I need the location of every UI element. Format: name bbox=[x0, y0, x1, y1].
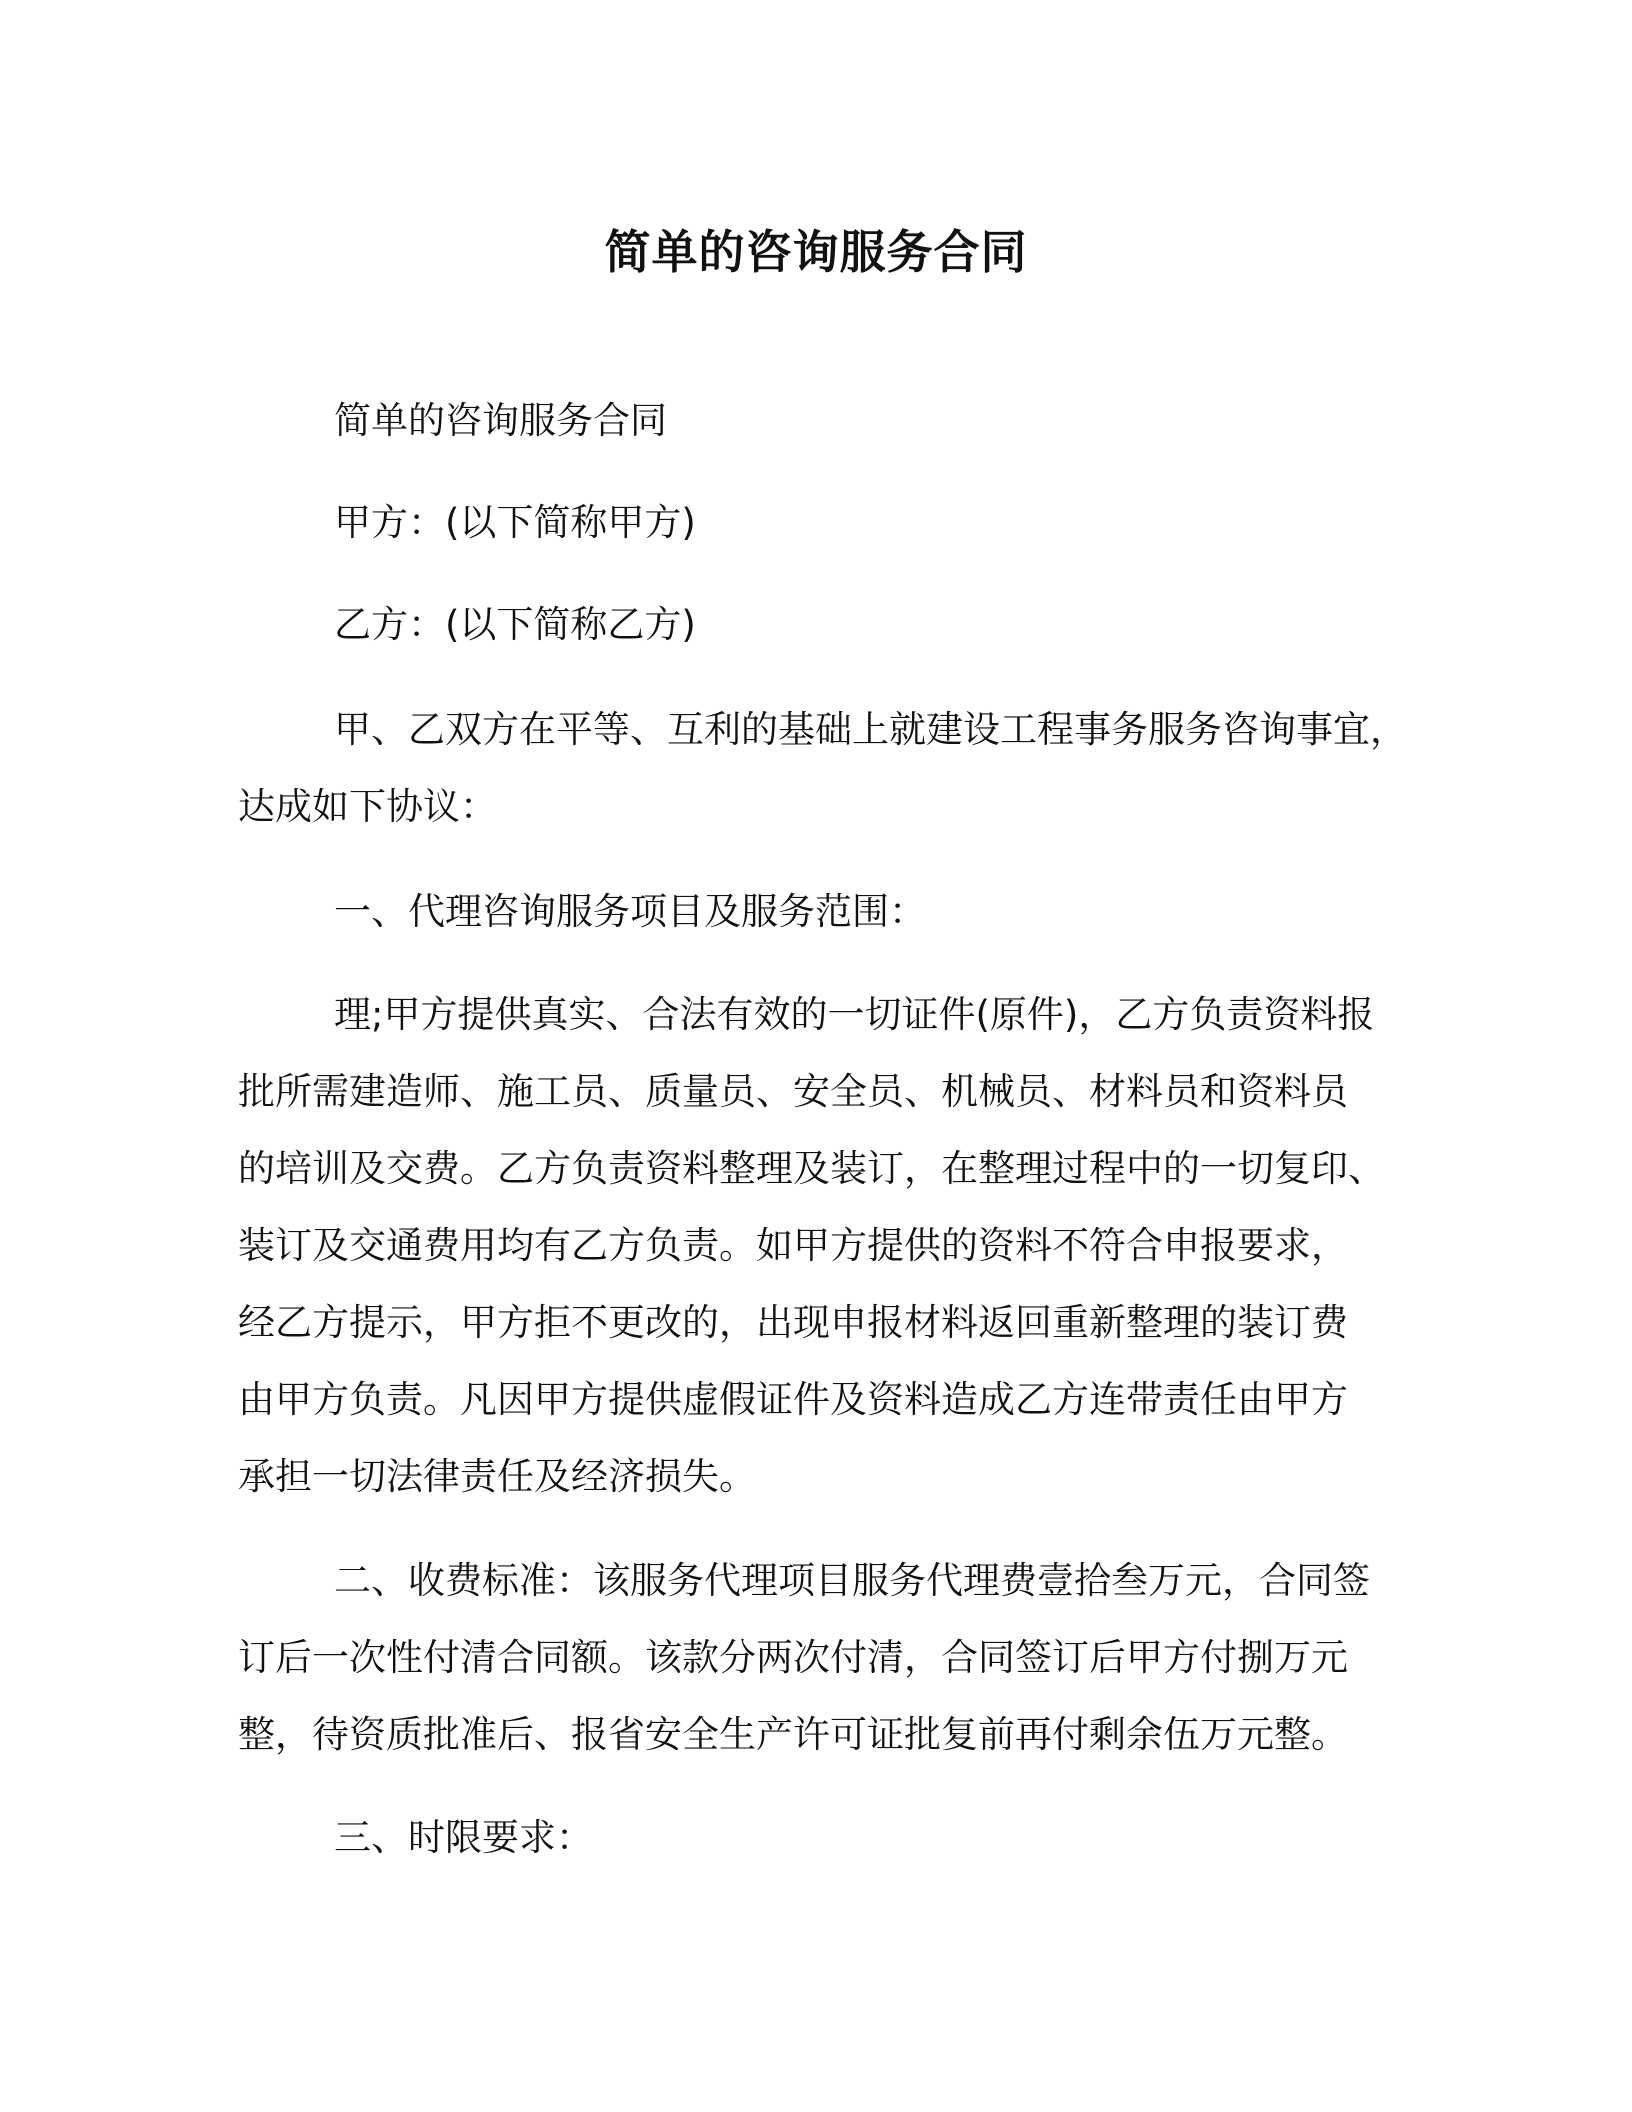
section-1-line: 装订及交通费用均有乙方负责。如甲方提供的资料不符合申报要求， bbox=[238, 1224, 1348, 1267]
section-1-line: 的培训及交费。乙方负责资料整理及装订，在整理过程中的一切复印、 bbox=[238, 1147, 1385, 1190]
intro-line: 达成如下协议： bbox=[238, 785, 497, 828]
section-3-heading: 三、时限要求： bbox=[334, 1816, 593, 1859]
section-1-line: 理;甲方提供真实、合法有效的一切证件(原件)，乙方负责资料报 bbox=[334, 993, 1375, 1036]
section-1-line: 批所需建造师、施工员、质量员、安全员、机械员、材料员和资料员 bbox=[238, 1070, 1348, 1113]
party-a-line: 甲方：(以下简称甲方) bbox=[334, 501, 696, 544]
section-2-line: 整，待资质批准后、报省安全生产许可证批复前再付剩余伍万元整。 bbox=[238, 1713, 1348, 1756]
section-1-line: 经乙方提示，甲方拒不更改的，出现申报材料返回重新整理的装订费 bbox=[238, 1301, 1348, 1344]
party-b-line: 乙方：(以下简称乙方) bbox=[334, 603, 696, 646]
document-title: 简单的咨询服务合同 bbox=[604, 225, 1028, 279]
intro-line: 甲、乙双方在平等、互利的基础上就建设工程事务服务咨询事宜， bbox=[334, 708, 1407, 751]
section-2-line: 订后一次性付清合同额。该款分两次付清，合同签订后甲方付捌万元 bbox=[238, 1636, 1348, 1679]
document-subtitle: 简单的咨询服务合同 bbox=[334, 399, 667, 442]
section-1-heading: 一、代理咨询服务项目及服务范围： bbox=[334, 890, 926, 933]
section-1-line: 承担一切法律责任及经济损失。 bbox=[238, 1455, 756, 1498]
section-2-line: 二、收费标准：该服务代理项目服务代理费壹拾叁万元，合同签 bbox=[334, 1559, 1370, 1602]
section-1-line: 由甲方负责。凡因甲方提供虚假证件及资料造成乙方连带责任由甲方 bbox=[238, 1378, 1348, 1421]
